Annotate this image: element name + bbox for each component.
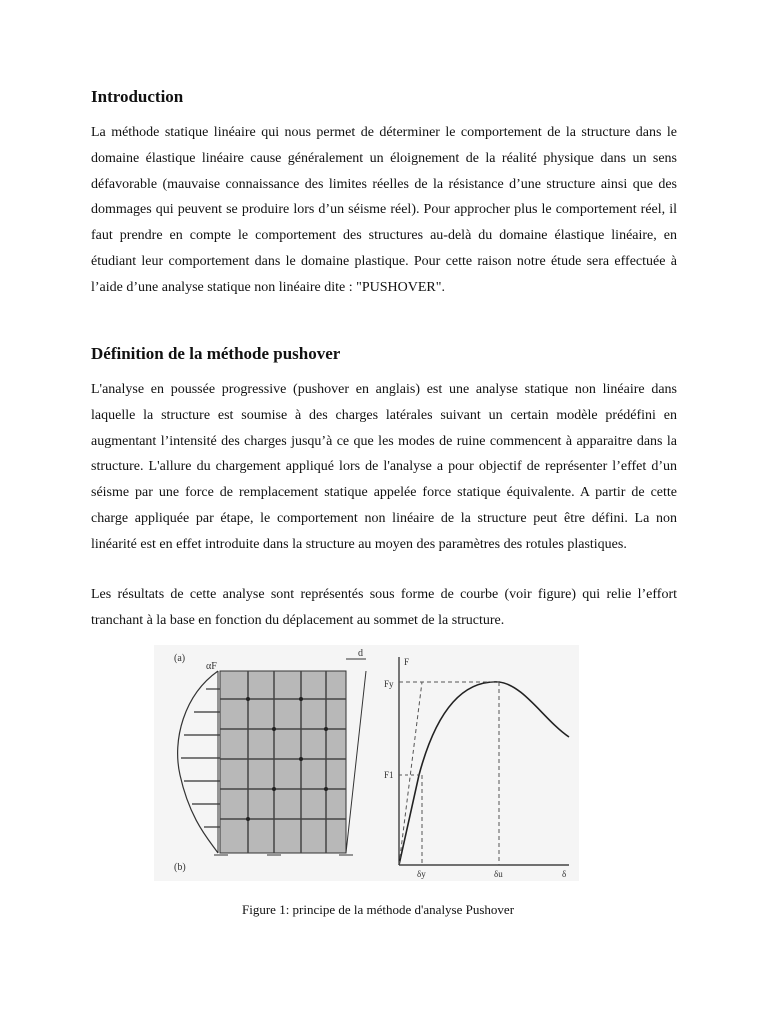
delta-u-label: δu xyxy=(494,869,503,879)
displacement-label: d xyxy=(358,648,363,659)
panel-a-label: (a) xyxy=(174,653,186,664)
delta-y-label: δy xyxy=(417,869,426,879)
pushover-figure xyxy=(154,645,579,881)
fy-label: Fy xyxy=(384,679,394,689)
figure-caption: Figure 1: principe de la méthode d'analyse Pushover xyxy=(242,902,515,917)
delta-axis-label: δ xyxy=(562,869,567,879)
definition-paragraph-1: L'analyse en poussée progressive (pushover en anglais) est une analyse statique non linéaire dans laquelle la structure est soumise à des charges latérales suivant un certain modèle prédéfini en augmentant l’intensité des charges jusqu’à ce que les modes de ruine commencent à apparaitre dans la structure. L'allure du chargement appliqué lors de l'analyse a pour objectif de représenter l’effet d’un séisme par une force de remplacement statique appelée force statique équivalente. A partir de cette charge appliquée par étape, le comportement non linéaire de la structure peut être défini. La non linéarité est en effet introduite dans la structure au moyen des paramètres des rotules plastiques. xyxy=(91,382,677,552)
force-label: αF xyxy=(206,661,217,672)
definition-paragraph-2: Les résultats de cette analyse sont représentés sous forme de courbe (voir figure) qui relie l’effort tranchant à la base en fonction du déplacement au sommet de la structure. xyxy=(91,587,677,628)
f1-label: F1 xyxy=(384,770,394,780)
introduction-paragraph: La méthode statique linéaire qui nous permet de déterminer le comportement de la structure dans le domaine élastique linéaire cause généralement un éloignement de la réalité physique dans un sens défavorable (mauvaise connaissance des limites réelles de la résistance d’une structure ainsi que des dommages qui peuvent se produire lors d’un séisme réel). Pour approcher plus le comportement réel, il faut prendre en compte le comportement des structures au-delà du domaine élastique linéaire, en étudiant leur comportement dans le domaine plastique. Pour cette raison notre étude sera effectuée à l’aide d’une analyse statique non linéaire dite : "PUSHOVER". xyxy=(91,125,677,295)
panel-b-label: (b) xyxy=(174,862,186,873)
introduction-heading: Introduction xyxy=(91,87,184,106)
curve-y-label: F xyxy=(404,657,410,667)
definition-heading: Définition de la méthode pushover xyxy=(91,344,341,363)
